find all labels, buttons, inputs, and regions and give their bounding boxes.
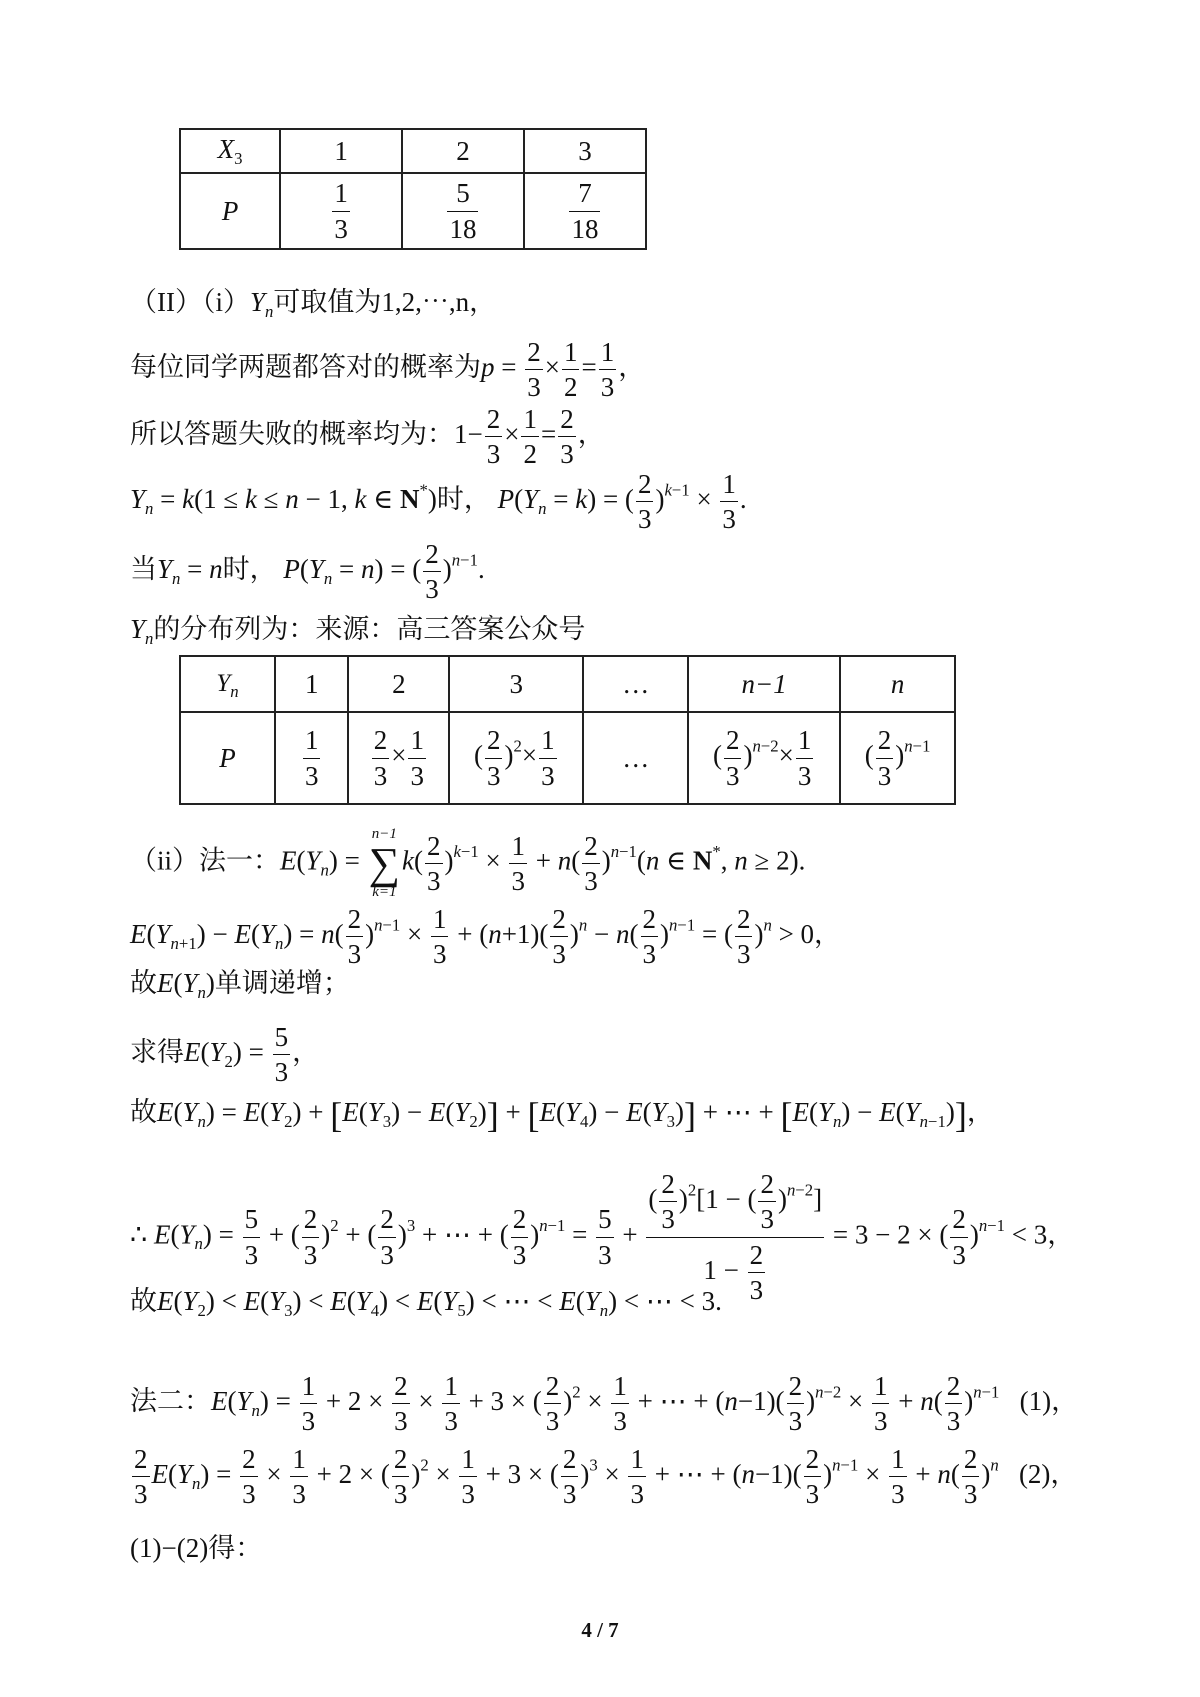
solution-line: 法二：$E(Y_n)$ = $\frac{1}{3}$ + 2 × $\frac{2}{3}$ × $\frac{1}{3}$ + 3 × ( $\frac{2}{3}$ )$^2$ × $\frac{1}{3}$ + ⋯ + (n−1)( $\frac{2}{3}$ )$^{n-2}$ × $\frac{1}{3}$ + n( $\frac{2}{3}$ )$^{n-1}$ (1)， xyxy=(130,1371,1079,1437)
table-header-cell: n−1 xyxy=(688,656,840,712)
table-header-cell: $X_3$ xyxy=(180,129,280,173)
distribution-table-yn xyxy=(179,655,956,805)
solution-line: 当$Y_n = n$时， $P(Y_n = n)$ = ( $\frac{2}{3}$ )$^{n-1}$. xyxy=(130,539,485,605)
table-header-cell: 2 xyxy=(402,129,524,173)
table-cell: $\frac{2}{3}$ × $\frac{1}{3}$ xyxy=(348,712,449,804)
solution-line: ∴ $E(Y_n)$ = $\frac{5}{3}$ + ( $\frac{2}{3}$ )$^2$ + ( $\frac{2}{3}$ )$^3$ + ⋯ + ( $\frac{2}{3}$ )$^{n-1}$ = $\frac{5}{3}$ + ( $\frac{2}{3}$ )$^2$[1 − ( $\frac{2}{3}$ )$^{n-2}$] 1 − $\frac{2}{3}$ = 3 − 2 × ( $\frac{2}{3}$ )$^{n-1}$ < 3， xyxy=(130,1169,1075,1306)
table-header-cell: 2 xyxy=(348,656,449,712)
solution-line: 所以答题失败的概率均为：1− $\frac{2}{3}$ × $\frac{1}{2}$ = $\frac{2}{3}$ ， xyxy=(130,404,605,470)
table-cell: $\frac{1}{3}$ xyxy=(280,173,402,249)
solution-line: 故$E(Y_n) = E(Y_2) + [E(Y_3) - E(Y_2)] + [E(Y_4) - E(Y_3)]$ + ⋯ + $[E(Y_n) - E(Y_{n-1})]$， xyxy=(130,1095,994,1135)
solution-line: $E(Y_{n+1}) - E(Y_n) = n$( $\frac{2}{3}$ )$^{n-1}$ × $\frac{1}{3}$ + (n+1)( $\frac{2}{3}$ )$^n$ − n( $\frac{2}{3}$ )$^{n-1}$ = ( $\frac{2}{3}$ )$^n$ > 0， xyxy=(130,904,842,970)
solution-line: 求得$E(Y_2)$ = $\frac{5}{3}$ ， xyxy=(130,1022,320,1088)
solution-line: （ii）法一：$E(Y_n)$ = n−1 ∑ k=1 k( $\frac{2}{3}$ )$^{k-1}$ × $\frac{1}{3}$ + n( $\frac{2}{3}$ )$^{n-1}$(n ∈ N*, n ≥ 2). xyxy=(130,826,806,901)
solution-line: $\frac{2}{3}$ $E(Y_n)$ = $\frac{2}{3}$ × $\frac{1}{3}$ + 2 × ( $\frac{2}{3}$ )$^2$ × $\frac{1}{3}$ + 3 × ( $\frac{2}{3}$ )$^3$ × $\frac{1}{3}$ + ⋯ + (n−1)( $\frac{2}{3}$ )$^{n-1}$ × $\frac{1}{3}$ + n( $\frac{2}{3}$ )$^n$ (2)， xyxy=(134,1444,1078,1510)
solution-line: $Y_n$的分布列为：来源：高三答案公众号 xyxy=(130,614,586,648)
table-header-cell: 3 xyxy=(449,656,583,712)
solution-line: (1)−(2)得： xyxy=(130,1533,263,1563)
table-cell: $\frac{7}{18}$ xyxy=(524,173,646,249)
page-number: 4 / 7 xyxy=(581,1618,619,1642)
table-header-cell: 1 xyxy=(280,129,402,173)
table-cell: $\frac{5}{18}$ xyxy=(402,173,524,249)
table-row-label: P xyxy=(180,712,275,804)
solution-line: $Y_n = k(1 \le k \le n - 1$, k ∈ N*)时， $P(Y_n = k)$ = ( $\frac{2}{3}$ )$^{k-1}$ × $\frac{1}{3}$ . xyxy=(130,469,747,535)
distribution-table-x3 xyxy=(179,128,647,250)
solution-line: 故$E(Y_n)$单调递增； xyxy=(130,968,350,1002)
table-header-cell: 3 xyxy=(524,129,646,173)
table-cell: $\frac{1}{3}$ xyxy=(275,712,349,804)
table-header-cell: 1 xyxy=(275,656,349,712)
table-header-cell: n xyxy=(840,656,955,712)
table-cell: ( $\frac{2}{3}$ )$^{n-2}$× $\frac{1}{3}$ xyxy=(688,712,840,804)
table-cell: … xyxy=(583,712,688,804)
table-header-cell: … xyxy=(583,656,688,712)
solution-line: $(II)(i)Y_n$可取值为1,2,⋯,n， xyxy=(130,287,497,321)
table-cell: ( $\frac{2}{3}$ )$^2$× $\frac{1}{3}$ xyxy=(449,712,583,804)
table-cell: ( $\frac{2}{3}$ )$^{n-1}$ xyxy=(840,712,955,804)
solution-line: 每位同学两题都答对的概率为p = $\frac{2}{3}$ × $\frac{1}{2}$ = $\frac{1}{3}$ ， xyxy=(130,337,646,403)
table-row-label: P xyxy=(180,173,280,249)
solution-line: 故$E(Y_2) < E(Y_3) < E(Y_4) < E(Y_5)$ < ⋯ < $E(Y_n)$ < ⋯ < 3. xyxy=(130,1286,722,1320)
table-header-cell: $Y_n$ xyxy=(180,656,275,712)
